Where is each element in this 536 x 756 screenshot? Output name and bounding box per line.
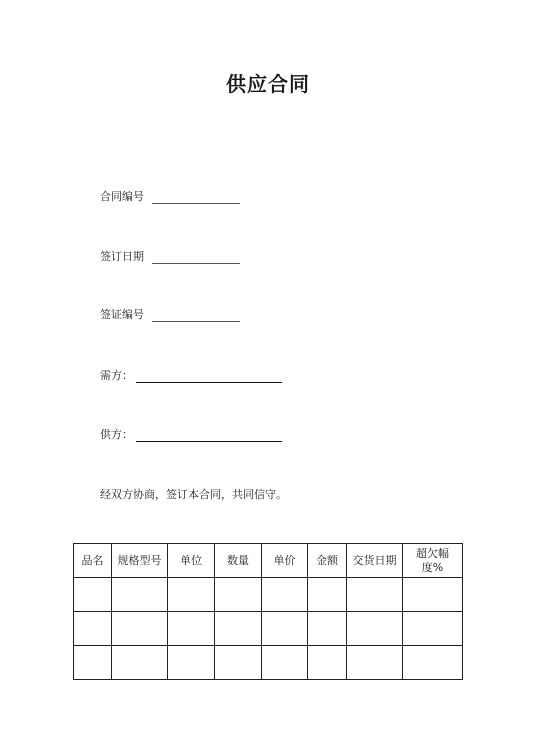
signing-date-field: [100, 248, 240, 264]
table-cell[interactable]: [74, 612, 112, 646]
table-row: [74, 612, 463, 646]
table-cell[interactable]: [112, 612, 168, 646]
table-cell[interactable]: [112, 578, 168, 612]
buyer-label: 需方：: [100, 369, 133, 382]
visa-number-blank[interactable]: [152, 311, 240, 322]
header-unit: 单位: [168, 544, 215, 578]
table-cell[interactable]: [168, 578, 215, 612]
signing-date-blank[interactable]: [152, 253, 240, 264]
table-cell[interactable]: [215, 578, 262, 612]
table-cell[interactable]: [168, 646, 215, 680]
table-cell[interactable]: [262, 646, 308, 680]
table-cell[interactable]: [403, 646, 463, 680]
contract-number-field: [100, 188, 240, 204]
contract-number-blank[interactable]: [152, 193, 240, 204]
table-cell[interactable]: [262, 578, 308, 612]
table-cell[interactable]: [347, 578, 403, 612]
visa-number-label: 签证编号: [100, 308, 144, 321]
table-row: [74, 646, 463, 680]
goods-table: [73, 543, 463, 680]
table-cell[interactable]: [262, 612, 308, 646]
table-cell[interactable]: [308, 578, 347, 612]
supplier-field: [100, 426, 282, 442]
header-unit-price: 单价: [262, 544, 308, 578]
buyer-blank[interactable]: [136, 372, 282, 383]
table-cell[interactable]: [112, 646, 168, 680]
table-cell[interactable]: [74, 646, 112, 680]
table-cell[interactable]: [347, 612, 403, 646]
header-product-name: 品名: [74, 544, 112, 578]
header-spec-model: 规格型号: [112, 544, 168, 578]
table-cell[interactable]: [215, 612, 262, 646]
supplier-blank[interactable]: [136, 431, 282, 442]
contract-number-label: 合同编号: [100, 190, 144, 203]
table-cell[interactable]: [347, 646, 403, 680]
header-amount: 金额: [308, 544, 347, 578]
header-delivery-date: 交货日期: [347, 544, 403, 578]
header-tolerance: 超欠幅度%: [403, 544, 463, 578]
table-cell[interactable]: [403, 612, 463, 646]
table-header-row: [74, 544, 463, 578]
table-row: [74, 578, 463, 612]
table-cell[interactable]: [74, 578, 112, 612]
agreement-text: 经双方协商，签订本合同，共同信守。: [100, 488, 287, 501]
header-quantity: 数量: [215, 544, 262, 578]
table-cell[interactable]: [308, 646, 347, 680]
table-cell[interactable]: [215, 646, 262, 680]
table-cell[interactable]: [168, 612, 215, 646]
supplier-label: 供方：: [100, 428, 133, 441]
visa-number-field: [100, 306, 240, 322]
signing-date-label: 签订日期: [100, 250, 144, 263]
document-title: 供应合同: [226, 72, 310, 96]
buyer-field: [100, 367, 282, 383]
table-cell[interactable]: [308, 612, 347, 646]
table-cell[interactable]: [403, 578, 463, 612]
